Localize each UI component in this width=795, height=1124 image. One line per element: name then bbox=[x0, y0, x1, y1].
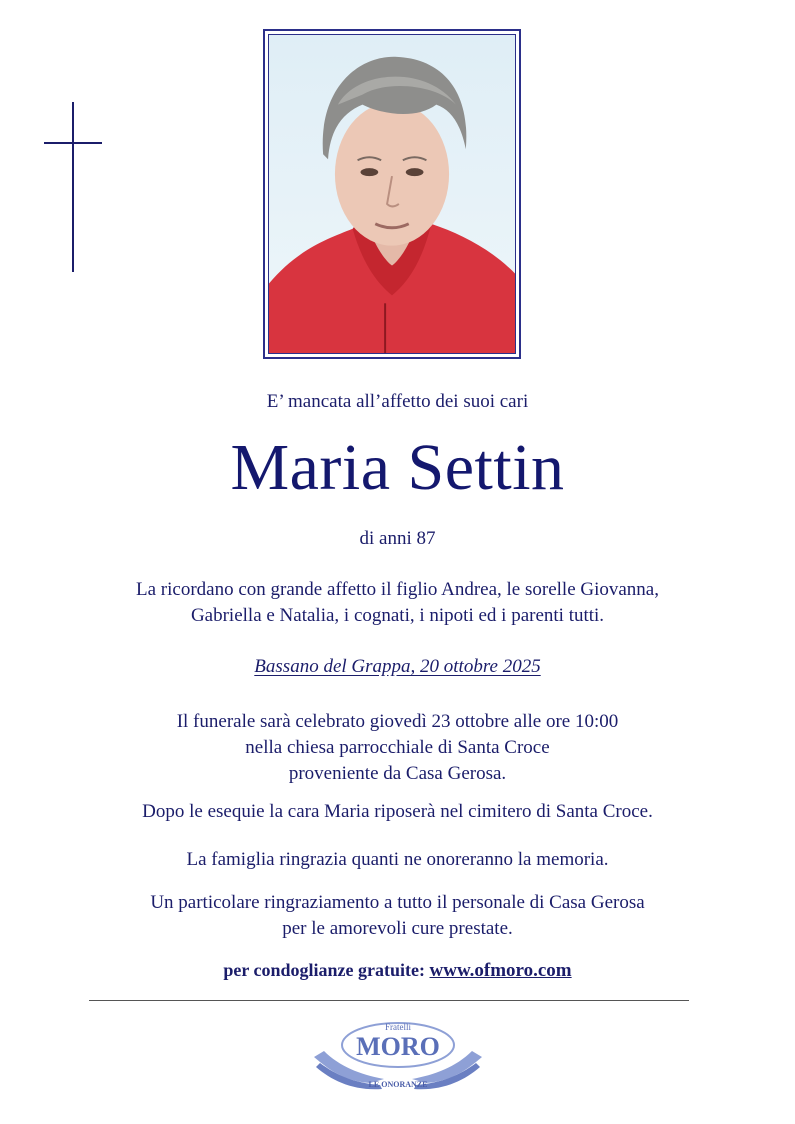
place-date-text: Bassano del Grappa, 20 ottobre 2025 bbox=[254, 656, 541, 677]
funeral-paragraph bbox=[0, 709, 795, 787]
funeral-home-logo bbox=[310, 1017, 486, 1097]
deceased-name: Maria Settin bbox=[230, 431, 565, 504]
staff-thanks bbox=[0, 890, 795, 942]
staff-thanks-line: per le amorevoli cure prestate. bbox=[282, 918, 513, 939]
family-thanks: La famiglia ringrazia quanti ne onoreranno la memoria. bbox=[186, 849, 609, 870]
logo-bottom-text: LE ONORANZE bbox=[368, 1080, 428, 1089]
condolences-label: per condoglianze gratuite: bbox=[223, 960, 425, 980]
funeral-line: Il funerale sarà celebrato giovedì 23 ottobre alle ore 10:00 bbox=[176, 711, 619, 732]
portrait-image bbox=[269, 35, 515, 353]
logo-main-text: MORO bbox=[356, 1032, 440, 1061]
relatives-paragraph bbox=[0, 577, 795, 629]
staff-thanks-line: Un particolare ringraziamento a tutto il personale di Casa Gerosa bbox=[150, 892, 645, 913]
funeral-line: proveniente da Casa Gerosa. bbox=[288, 763, 507, 784]
logo-top-text: Fratelli bbox=[385, 1022, 411, 1032]
age-text: di anni 87 bbox=[359, 528, 436, 549]
intro-text: E’ mancata all’affetto dei suoi cari bbox=[266, 391, 529, 412]
condolences-link[interactable]: www.ofmoro.com bbox=[429, 960, 572, 981]
divider bbox=[89, 1000, 689, 1001]
condolences bbox=[0, 957, 795, 984]
place-date bbox=[0, 654, 795, 680]
burial-text: Dopo le esequie la cara Maria riposerà nel cimitero di Santa Croce. bbox=[142, 801, 653, 822]
portrait-photo bbox=[263, 29, 521, 359]
relatives-line: Gabriella e Natalia, i cognati, i nipoti ed i parenti tutti. bbox=[190, 605, 605, 626]
cross-icon bbox=[44, 102, 102, 272]
relatives-line: La ricordano con grande affetto il figlio Andrea, le sorelle Giovanna, bbox=[135, 579, 659, 600]
funeral-line: nella chiesa parrocchiale di Santa Croce bbox=[245, 737, 550, 758]
